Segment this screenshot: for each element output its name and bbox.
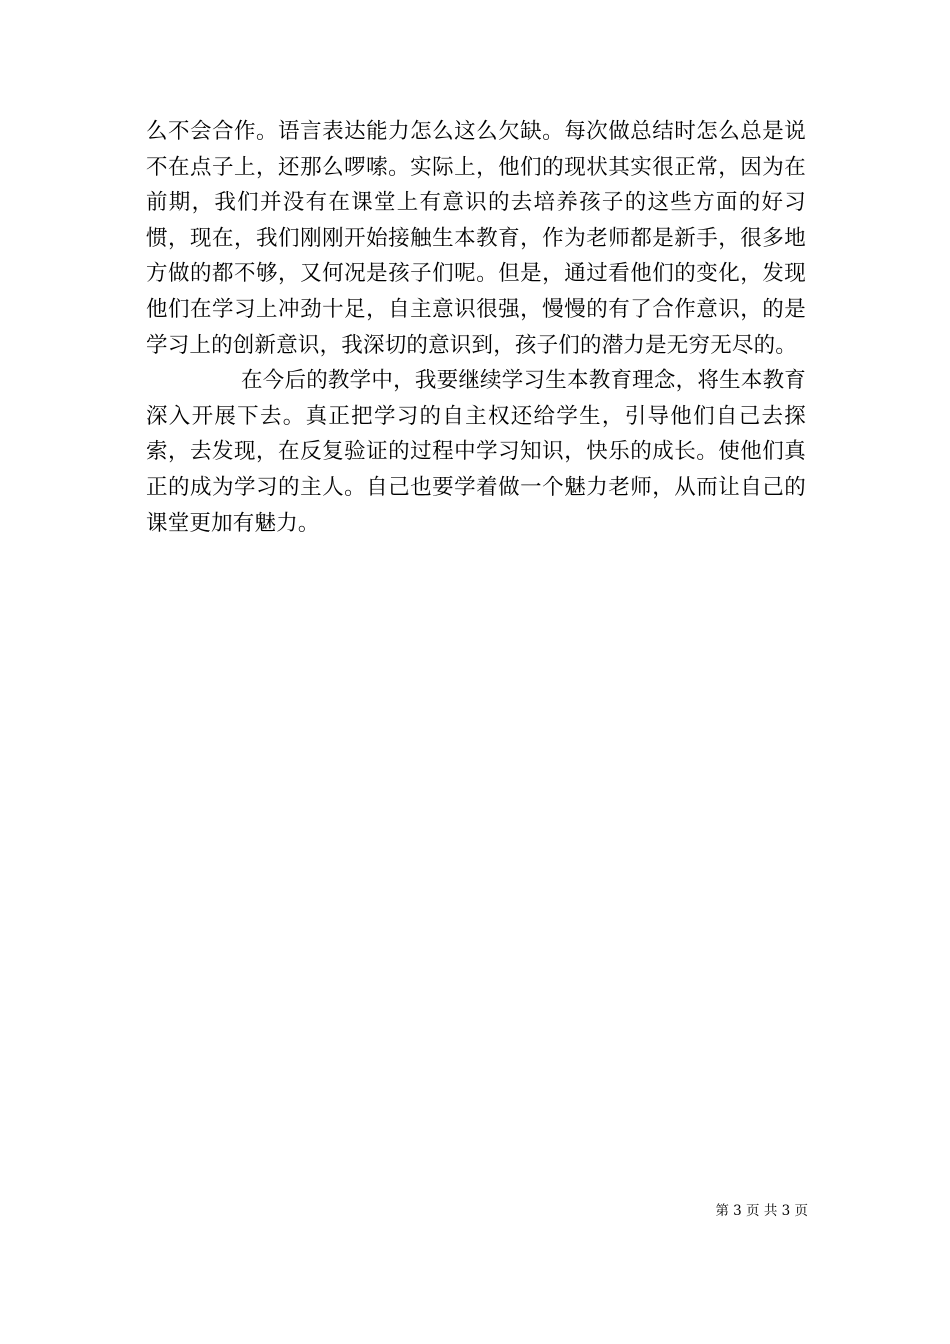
body-text <box>146 114 806 541</box>
page-number-footer: 第 3 页 共 3 页 <box>715 1203 808 1219</box>
paragraph-1: 么不会合作。语言表达能力怎么这么欠缺。每次做总结时怎么总是说不在点子上，还那么啰嗦。实际上，他们的现状其实很正常，因为在前期，我们并没有在课堂上有意识的去培养孩子的这些方面的好习惯，现在，我们刚刚开始接触生本教育，作为老师都是新手，很多地方做的都不够，又何况是孩子们呢。但是，通过看他们的变化，发现他们在学习上冲劲十足，自主意识很强，慢慢的有了合作意识，的是学习上的创新意识，我深切的意识到，孩子们的潜力是无穷无尽的。 <box>146 119 806 358</box>
paragraph-2: 在今后的教学中，我要继续学习生本教育理念，将生本教育深入开展下去。真正把学习的自主权还给学生，引导他们自己去探索，去发现，在反复验证的过程中学习知识，快乐的成长。使他们真正的成为学习的主人。自己也要学着做一个魅力老师，从而让自己的课堂更加有魅力。 <box>146 368 806 536</box>
